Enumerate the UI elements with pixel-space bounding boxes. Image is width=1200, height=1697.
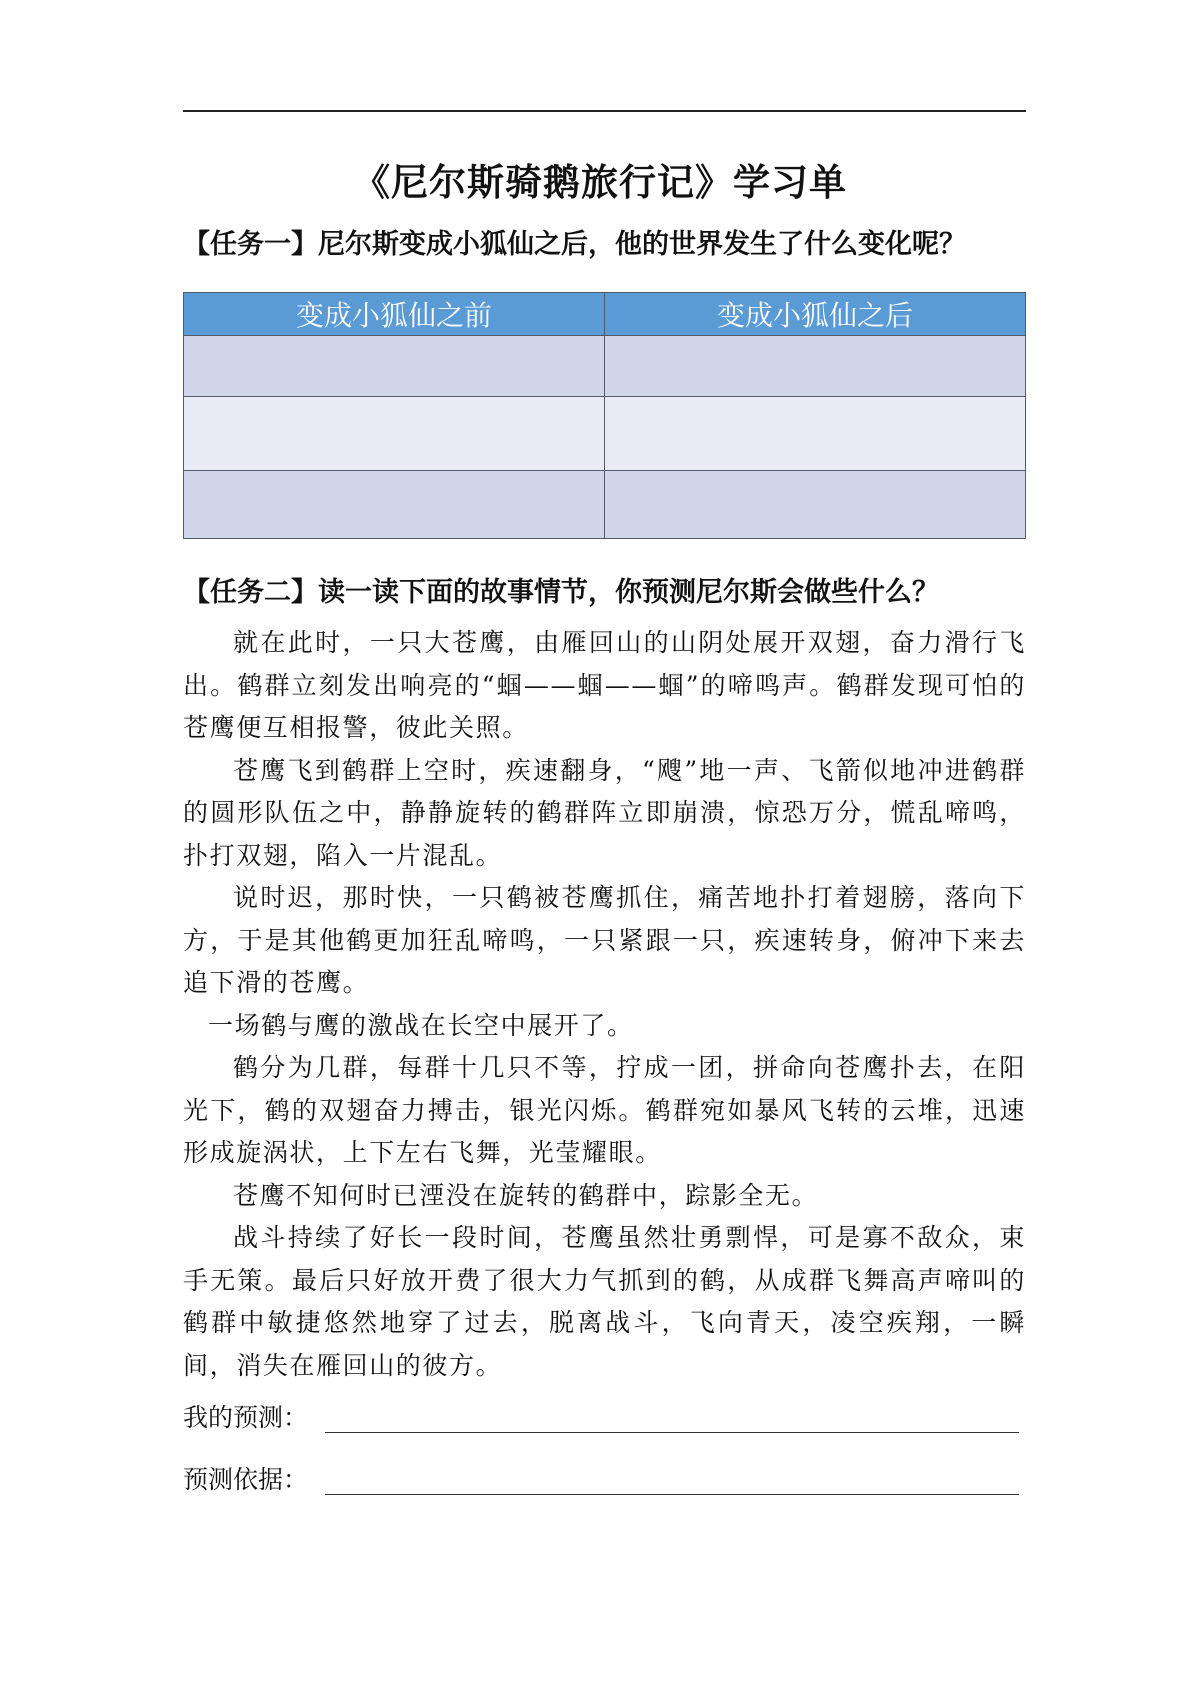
page-title: 《尼尔斯骑鹅旅行记》学习单 (353, 161, 847, 204)
table-header-row (184, 293, 1026, 336)
header-before: 变成小狐仙之前 (184, 293, 605, 336)
prediction-label: 我的预测： (183, 1403, 309, 1432)
cell-before-2[interactable] (184, 397, 605, 471)
task1-heading: 【任务一】尼尔斯变成小狐仙之后，他的世界发生了什么变化呢？ (183, 229, 966, 260)
story-paragraph: 说时迟，那时快，一只鹤被苍鹰抓住，痛苦地扑打着翅膀，落向下方，于是其他鹤更加狂乱啼鸣，一只紧跟一只，疾速转身，俯冲下来去追下滑的苍鹰。 (183, 883, 1026, 997)
story-paragraph: 苍鹰不知何时已湮没在旋转的鹤群中，踪影全无。 (233, 1180, 819, 1210)
prediction-row (183, 1398, 1026, 1438)
table-row (184, 336, 1026, 397)
story-passage (183, 622, 1026, 1387)
cell-after-2[interactable] (605, 397, 1026, 471)
header-after: 变成小狐仙之后 (605, 293, 1026, 336)
basis-row (183, 1460, 1026, 1500)
top-divider (183, 110, 1026, 112)
cell-after-3[interactable] (605, 471, 1026, 539)
story-paragraph: 苍鹰飞到鹤群上空时，疾速翻身，“飕”地一声、飞箭似地冲进鹤群的圆形队伍之中，静静旋转的鹤群阵立即崩溃，惊恐万分，慌乱啼鸣，扑打双翅，陷入一片混乱。 (183, 755, 1026, 870)
cell-before-3[interactable] (184, 471, 605, 539)
basis-blank-line[interactable] (325, 1494, 1019, 1495)
comparison-table (183, 292, 1026, 539)
story-paragraph: 鹤分为几群，每群十几只不等，拧成一团，拼命向苍鹰扑去，在阳光下，鹤的双翅奋力搏击，银光闪烁。鹤群宛如暴风飞转的云堆，迅速形成旋涡状，上下左右飞舞，光莹耀眼。 (183, 1053, 1026, 1167)
prediction-blank-line[interactable] (325, 1432, 1019, 1433)
story-paragraph: 就在此时，一只大苍鹰，由雁回山的山阴处展开双翅，奋力滑行飞出。鹤群立刻发出响亮的“蝈——蝈——蝈”的啼鸣声。鹤群发现可怕的苍鹰便互相报警，彼此关照。 (183, 628, 1026, 742)
cell-after-1[interactable] (605, 336, 1026, 397)
basis-label: 预测依据： (183, 1465, 309, 1494)
story-paragraph: 一场鹤与鹰的激战在长空中展开了。 (208, 1010, 634, 1040)
table-row (184, 397, 1026, 471)
task2-heading: 【任务二】读一读下面的故事情节，你预测尼尔斯会做些什么？ (183, 577, 939, 608)
story-paragraph: 战斗持续了好长一段时间，苍鹰虽然壮勇剽悍，可是寡不敌众，束手无策。最后只好放开费了很大力气抓到的鹤，从成群飞舞高声啼叫的鹤群中敏捷悠然地穿了过去，脱离战斗，飞向青天，凌空疾翔，一瞬间，消失在雁回山的彼方。 (183, 1223, 1026, 1380)
cell-before-1[interactable] (184, 336, 605, 397)
table-row (184, 471, 1026, 539)
